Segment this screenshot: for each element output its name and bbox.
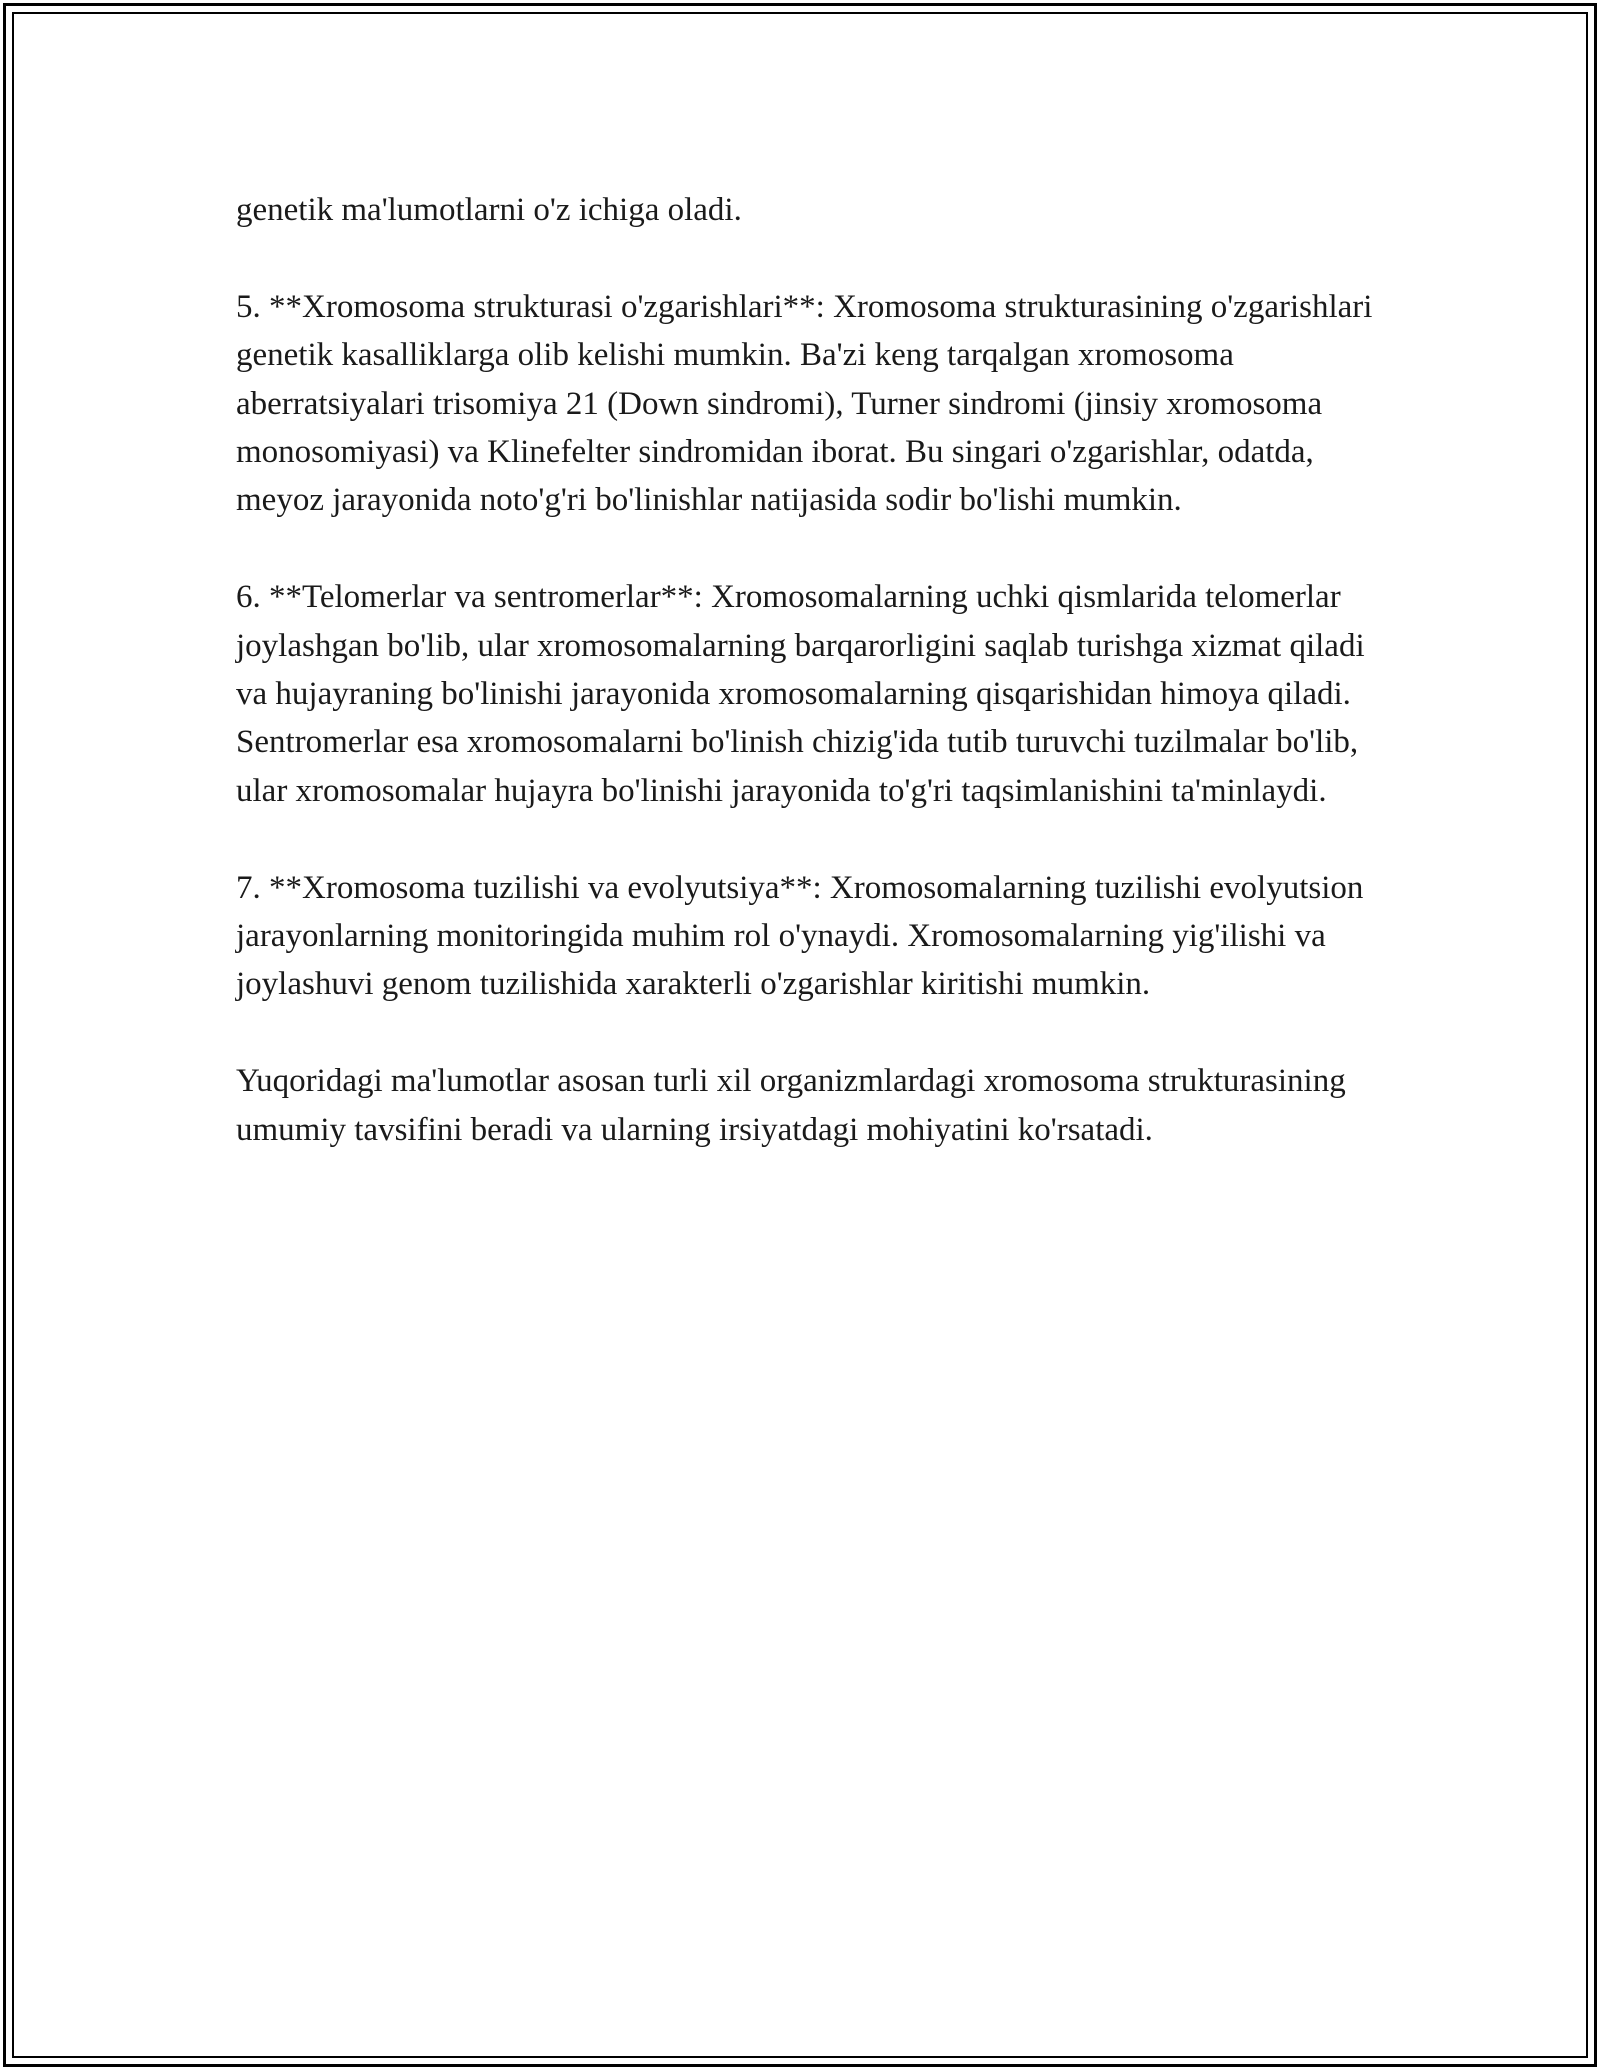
paragraph-item-5: 5. **Xromosoma strukturasi o'zgarishlari**: Xromosoma strukturasining o'zgarishlari genetik kasalliklarga olib kelishi mumkin. Ba'zi keng tarqalgan xromosoma aberratsiyalari trisomiya 21 (Down sindromi), Turner sindromi (jinsiy xromosoma monosomiyasi) va Klinefelter sindromidan iborat. Bu singari o'zgarishlar, odatda, meyoz jarayonida noto'g'ri bo'linishlar natijasida sodir bo'lishi mumkin. [236, 288, 1373, 519]
paragraph-continuation: genetik ma'lumotlarni o'z ichiga oladi. [236, 192, 742, 228]
paragraph-item-7: 7. **Xromosoma tuzilishi va evolyutsiya**: Xromosomalarning tuzilishi evolyutsion jarayonlarning monitoringida muhim rol o'ynaydi. Xromosomalarning yig'ilishi va joylashuvi genom tuzilishida xarakterli o'zgarishlar kiritishi mumkin. [236, 869, 1364, 1003]
paragraph-conclusion: Yuqoridagi ma'lumotlar asosan turli xil organizmlardagi xromosoma strukturasining umumiy tavsifini beradi va ularning irsiyatdagi mohiyatini ko'rsatadi. [236, 1063, 1346, 1148]
paragraph-item-6: 6. **Telomerlar va sentromerlar**: Xromosomalarning uchki qismlarida telomerlar joylashgan bo'lib, ular xromosomalarning barqarorligini saqlab turishga xizmat qiladi va hujayraning bo'linishi jarayonida xromosomalarning qisqarishidan himoya qiladi. Sentromerlar esa xromosomalarni bo'linish chizig'ida tutib turuvchi tuzilmalar bo'lib, ular xromosomalar hujayra bo'linishi jarayonida to'g'ri taqsimlanishini ta'minlaydi. [236, 579, 1365, 809]
document-body [236, 186, 1396, 1202]
